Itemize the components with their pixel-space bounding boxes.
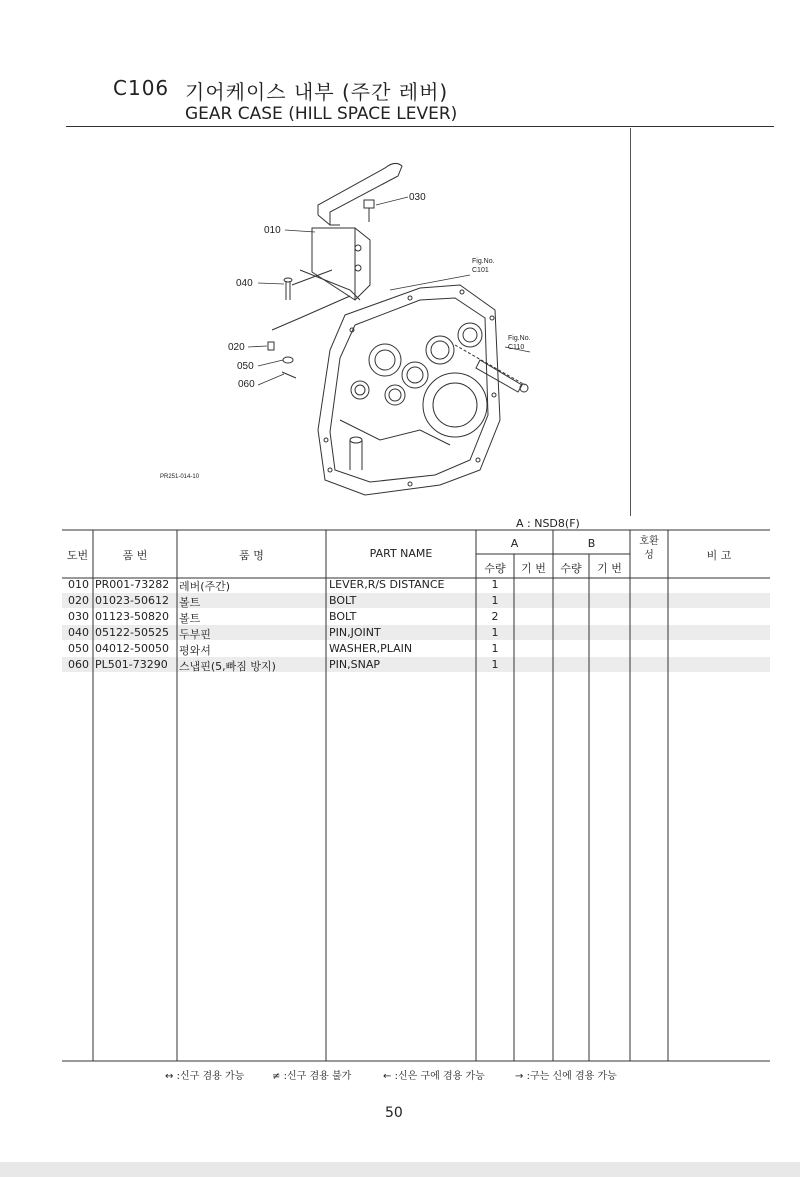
title-korean: 기어케이스 내부 (주간 레버) bbox=[185, 80, 449, 104]
header-serial-b: 기 번 bbox=[597, 562, 622, 575]
header-part-no: 품 번 bbox=[122, 549, 148, 562]
header-qty-b: 수량 bbox=[560, 562, 582, 575]
callout-050: 050 bbox=[237, 361, 254, 372]
cell-part-no: PR001-73282 bbox=[95, 578, 170, 591]
cell-ref: 030 bbox=[68, 610, 89, 623]
cell-part-no: 05122-50525 bbox=[95, 626, 169, 639]
header-group-b: B bbox=[587, 537, 596, 550]
cell-ref: 040 bbox=[68, 626, 89, 639]
cell-name-ko: 평와셔 bbox=[179, 644, 211, 657]
header-ref-no: 도번 bbox=[66, 549, 89, 562]
header-qty-a: 수량 bbox=[484, 562, 506, 575]
cell-qty-a: 2 bbox=[491, 610, 499, 623]
cell-part-name: PIN,JOINT bbox=[329, 626, 381, 639]
cell-ref: 060 bbox=[68, 658, 89, 671]
title-english: GEAR CASE (HILL SPACE LEVER) bbox=[185, 104, 458, 124]
cell-part-name: LEVER,R/S DISTANCE bbox=[329, 578, 445, 591]
cell-name-ko: 볼트 bbox=[179, 612, 201, 625]
header-name-ko: 품 명 bbox=[239, 549, 264, 562]
cell-name-ko: 레버(주간) bbox=[179, 580, 231, 593]
header-part-name: PART NAME bbox=[369, 547, 433, 560]
legend-item: ≠ :신구 겸용 불가 bbox=[272, 1071, 352, 1082]
callout-020: 020 bbox=[228, 342, 245, 353]
cell-name-ko: 볼트 bbox=[179, 596, 201, 609]
cell-ref: 050 bbox=[68, 642, 89, 655]
cell-qty-a: 1 bbox=[491, 626, 499, 639]
fig-ref-2-label: Fig.No. bbox=[508, 335, 531, 342]
cell-part-no: 01123-50820 bbox=[95, 610, 169, 623]
cell-qty-a: 1 bbox=[491, 594, 499, 607]
cell-part-name: BOLT bbox=[329, 610, 357, 623]
callout-010: 010 bbox=[264, 225, 281, 236]
cell-part-name: WASHER,PLAIN bbox=[329, 642, 413, 655]
drawing-code: PR251-014-10 bbox=[160, 474, 200, 480]
cell-ref: 020 bbox=[68, 594, 89, 607]
legend-item: ← :신은 구에 겸용 가능 bbox=[383, 1071, 485, 1082]
cell-name-ko: 두부핀 bbox=[179, 628, 211, 641]
cell-ref: 010 bbox=[68, 578, 89, 591]
cell-qty-a: 1 bbox=[491, 578, 499, 591]
legend-item: → :구는 신에 겸용 가능 bbox=[515, 1071, 617, 1082]
page-number: 50 bbox=[385, 1105, 403, 1121]
header-compat: 호환성 bbox=[639, 536, 659, 561]
cell-qty-a: 1 bbox=[491, 658, 499, 671]
callout-030: 030 bbox=[409, 192, 426, 203]
section-code: C106 bbox=[113, 76, 170, 100]
cell-part-no: 04012-50050 bbox=[95, 642, 169, 655]
model-note: A : NSD8(F) bbox=[516, 517, 580, 530]
cell-part-name: PIN,SNAP bbox=[329, 658, 380, 671]
header-serial-a: 기 번 bbox=[521, 562, 546, 575]
header-remarks: 비 고 bbox=[706, 549, 732, 562]
fig-ref-2: C110 bbox=[508, 344, 525, 351]
callout-060: 060 bbox=[238, 379, 255, 390]
cell-part-no: PL501-73290 bbox=[95, 658, 168, 671]
fig-ref-1: C101 bbox=[472, 267, 489, 274]
fig-ref-1-label: Fig.No. bbox=[472, 258, 495, 265]
cell-qty-a: 1 bbox=[491, 642, 499, 655]
cell-part-no: 01023-50612 bbox=[95, 594, 169, 607]
cell-part-name: BOLT bbox=[329, 594, 357, 607]
legend-item: ↔ :신구 겸용 가능 bbox=[165, 1071, 245, 1082]
cell-name-ko: 스냅핀(5,빠짐 방지) bbox=[179, 660, 276, 673]
header-group-a: A bbox=[510, 537, 519, 550]
scan-edge bbox=[0, 1162, 800, 1177]
callout-040: 040 bbox=[236, 278, 253, 289]
